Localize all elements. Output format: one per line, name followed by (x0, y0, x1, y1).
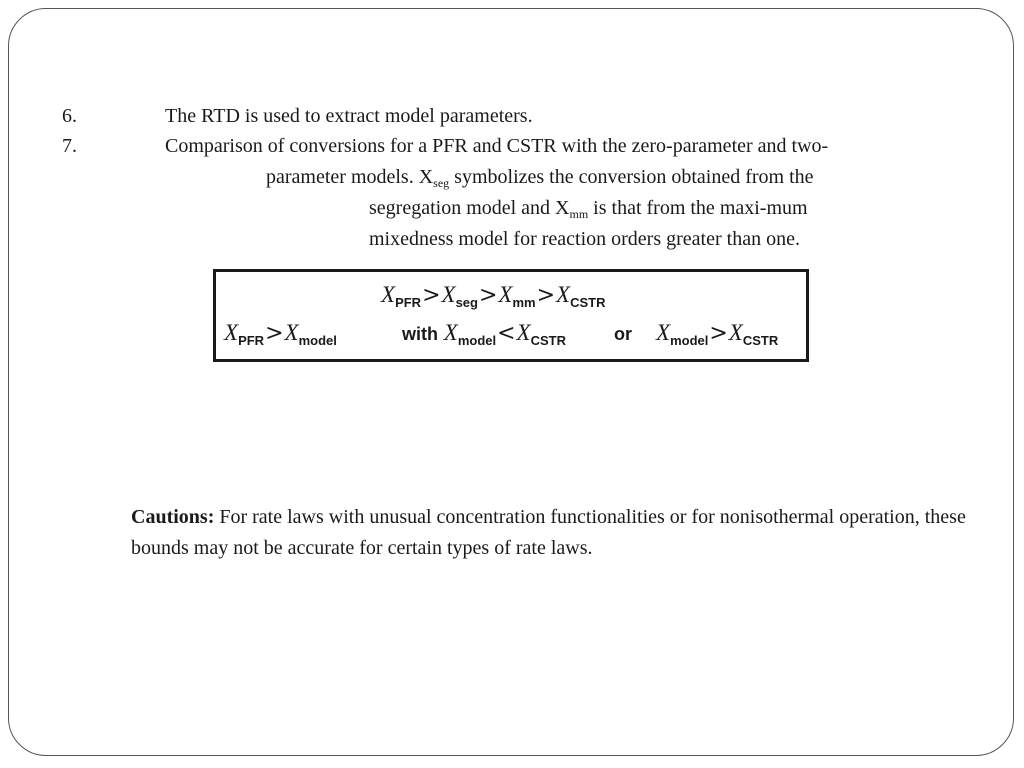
inequality-box (213, 269, 809, 362)
caution-paragraph (131, 502, 971, 564)
inequality-row-2c: or (614, 324, 632, 344)
inequality-row-2a: $X_{PFR}>X_{model}$ (224, 320, 337, 348)
caution-text: For rate laws with unusual concentration functionalities or for nonisothermal operation, these bounds may not be accurate for certain types of rate laws. (131, 506, 966, 559)
inequality-row-2b: with $X_{model}<X_{CSTR}$ (402, 320, 566, 348)
item-6-text: The RTD is used to extract model parameters. (165, 105, 533, 127)
inequality-row-1: $X_{PFR}>X_{seg}>X_{mm}>X_{CSTR}$ (381, 282, 606, 310)
item-7-line-1: Comparison of conversions for a PFR and CSTR with the zero-parameter and two- (165, 135, 829, 157)
item-6-number: 6. (62, 105, 77, 127)
item-7-line-3: segregation model and $X_{mm}$ is that from the maxi-mum (369, 197, 808, 221)
inequality-row-2d: $X_{model}>X_{CSTR}$ (656, 320, 779, 348)
item-7-line-4: mixedness model for reaction orders greater than one. (369, 228, 800, 250)
caution-label: Cautions: (131, 506, 215, 528)
item-7-line-2: parameter models. $X_{seg}$ symbolizes the conversion obtained from the (266, 166, 814, 190)
item-7-number: 7. (62, 135, 77, 157)
